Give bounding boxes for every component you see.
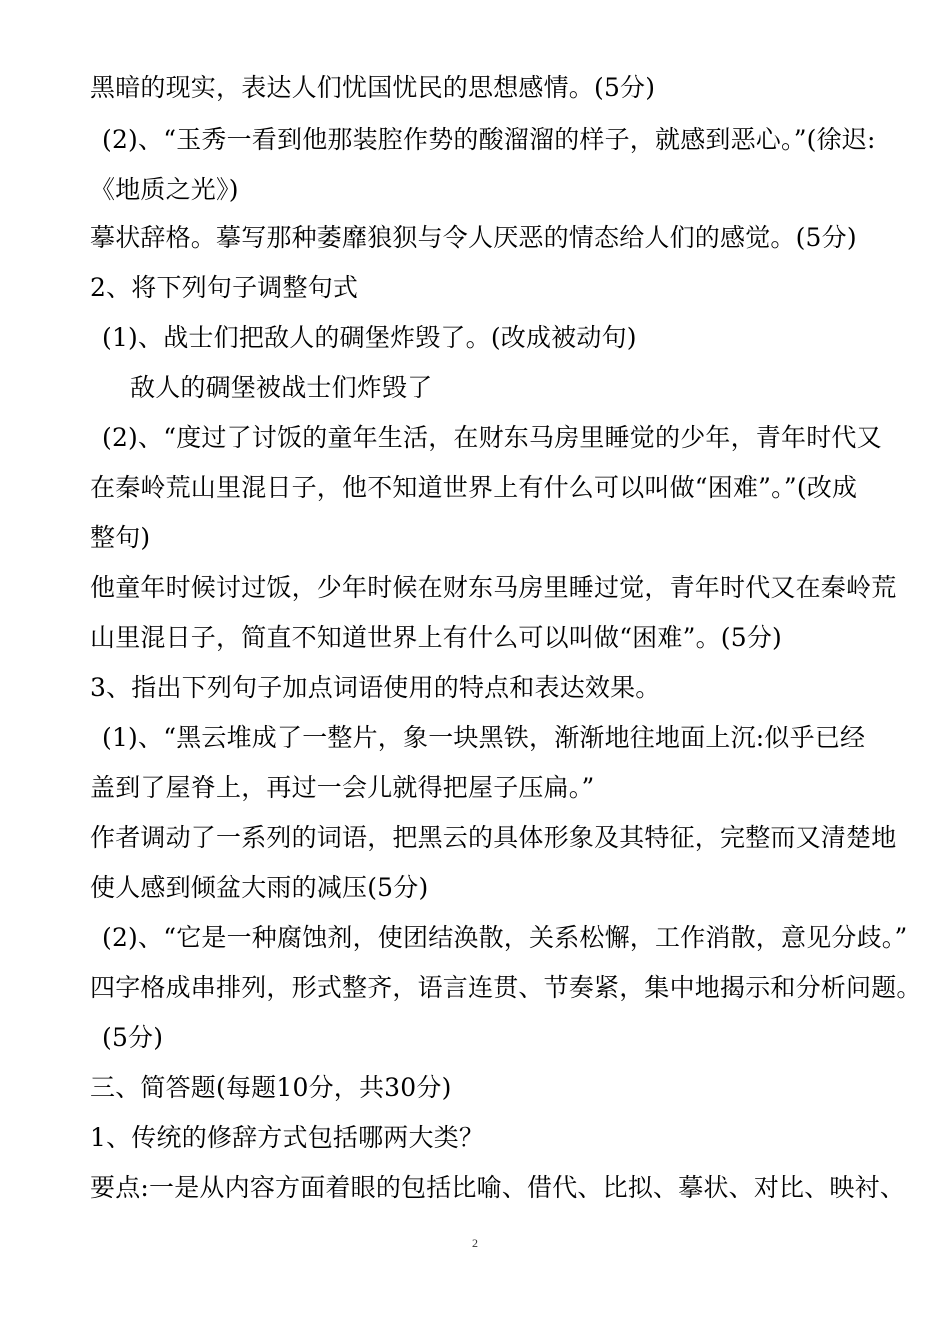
answer-3-1-line-1: 作者调动了一系列的词语，把黑云的具体形象及其特征，完整而又清楚地 bbox=[90, 823, 897, 852]
answer-2-2-line-2: 山里混日子，简直不知道世界上有什么可以叫做“困难”。(5分) bbox=[90, 623, 782, 652]
page-number: 2 bbox=[472, 1236, 478, 1250]
short-answer-1-line-1: 要点:一是从内容方面着眼的包括比喻、借代、比拟、摹状、对比、映衬、 bbox=[90, 1173, 906, 1202]
text-line-1: 黑暗的现实，表达人们忧国忧民的思想感情。(5分) bbox=[90, 73, 656, 102]
text-line-4: 摹状辞格。摹写那种萎靡狼狈与令人厌恶的情态给人们的感觉。(5分) bbox=[90, 223, 857, 252]
question-3-2: (2)、“它是一种腐蚀剂，使团结涣散，关系松懈，工作消散，意见分歧。” bbox=[102, 923, 908, 952]
answer-3-1-line-2: 使人感到倾盆大雨的减压(5分) bbox=[90, 873, 429, 902]
question-2-2-line-3: 整句) bbox=[90, 523, 151, 552]
question-2-2-line-2: 在秦岭荒山里混日子，他不知道世界上有什么可以叫做“困难”。”(改成 bbox=[90, 473, 858, 502]
text-line-2: (2)、“玉秀一看到他那装腔作势的酸溜溜的样子，就感到恶心。”(徐迟: bbox=[102, 125, 876, 154]
answer-3-2-line-2: (5分) bbox=[102, 1023, 164, 1052]
short-question-1: 1、传统的修辞方式包括哪两大类？ bbox=[90, 1123, 485, 1152]
question-2-2-line-1: (2)、“度过了讨饭的童年生活，在财东马房里睡觉的少年，青年时代又 bbox=[102, 423, 882, 452]
answer-2-1: 敌人的碉堡被战士们炸毁了 bbox=[130, 373, 433, 402]
answer-2-2-line-1: 他童年时候讨过饭，少年时候在财东马房里睡过觉，青年时代又在秦岭荒 bbox=[90, 573, 897, 602]
text-line-3: 《地质之光》) bbox=[90, 175, 239, 204]
question-2-1: (1)、战士们把敌人的碉堡炸毁了。(改成被动句) bbox=[102, 323, 637, 352]
section-heading-2: 2、将下列句子调整句式 bbox=[90, 273, 359, 302]
part-three-heading: 三、简答题(每题10分，共30分) bbox=[90, 1073, 452, 1102]
answer-3-2-line-1: 四字格成串排列，形式整齐，语言连贯、节奏紧，集中地揭示和分析问题。 bbox=[90, 973, 922, 1002]
question-3-1-line-1: (1)、“黑云堆成了一整片，象一块黑铁，渐渐地往地面上沉:似乎已经 bbox=[102, 723, 866, 752]
section-heading-3: 3、指出下列句子加点词语使用的特点和表达效果。 bbox=[90, 673, 661, 702]
question-3-1-line-2: 盖到了屋脊上，再过一会儿就得把屋子压扁。” bbox=[90, 773, 595, 802]
